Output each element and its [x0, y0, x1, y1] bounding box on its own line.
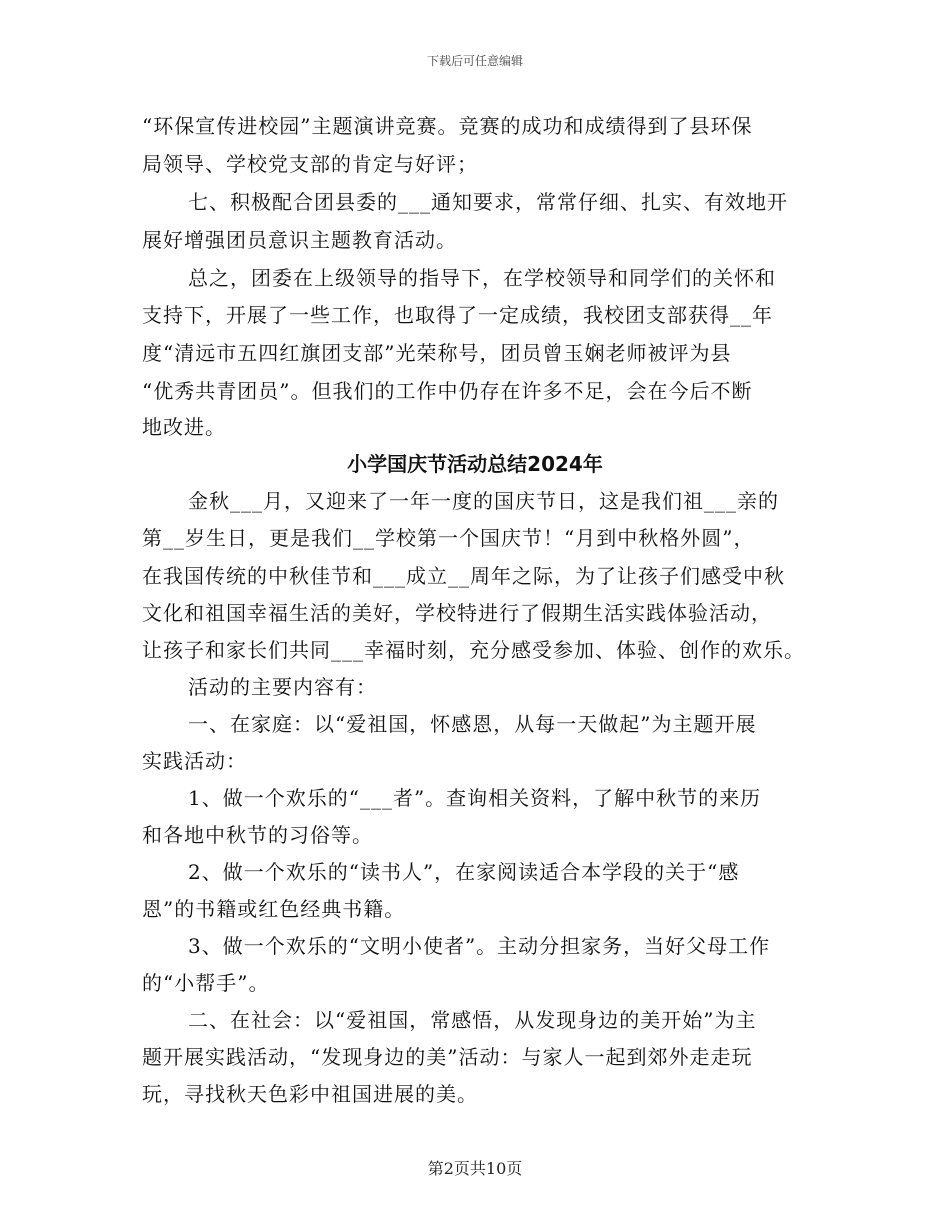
- paragraph-line: 让孩子和家长们共同___幸福时刻，充分感受参加、体验、创作的欢乐。: [142, 638, 805, 662]
- paragraph-line: 一、在家庭：以“爱祖国，怀感恩，从每一天做起”为主题开展: [188, 712, 757, 736]
- paragraph-line: 地改进。: [142, 415, 226, 439]
- paragraph-line: 总之，团委在上级领导的指导下，在学校领导和同学们的关怀和: [188, 266, 776, 290]
- paragraph-line: 实践活动：: [142, 749, 247, 773]
- section-title: 小学国庆节活动总结2024年: [347, 452, 603, 476]
- paragraph-line: 金秋___月，又迎来了一年一度的国庆节日，这是我们祖___亲的: [188, 489, 779, 513]
- paragraph-line: 3、做一个欢乐的“文明小使者”。主动分担家务，当好父母工作: [188, 934, 771, 958]
- paragraph-line: 七、积极配合团县委的___通知要求，常常仔细、扎实、有效地开: [188, 190, 788, 214]
- paragraph-line: 玩，寻找秋天色彩中祖国进展的美。: [142, 1082, 478, 1106]
- paragraph-line: 展好增强团员意识主题教育活动。: [142, 228, 457, 252]
- paragraph-line: 2、做一个欢乐的“读书人”，在家阅读适合本学段的关于“感: [188, 860, 740, 884]
- paragraph-line: 题开展实践活动，“发现身边的美”活动：与家人一起到郊外走走玩: [142, 1045, 753, 1069]
- paragraph-line: 支持下，开展了一些工作，也取得了一定成绩，我校团支部获得__年: [142, 303, 773, 327]
- paragraph-line: 二、在社会：以“爱祖国，常感悟，从发现身边的美开始”为主: [188, 1008, 757, 1032]
- paragraph-line: 文化和祖国幸福生活的美好，学校特进行了假期生活实践体验活动，: [142, 601, 772, 625]
- paragraph-line: 第__岁生日，更是我们__学校第一个国庆节！“月到中秋格外圆”，: [142, 526, 755, 550]
- paragraph-line: 度“清远市五四红旗团支部”光荣称号，团员曾玉娴老师被评为县: [142, 341, 732, 365]
- paragraph-line: 活动的主要内容有：: [188, 675, 377, 699]
- paragraph-line: 和各地中秋节的习俗等。: [142, 823, 373, 847]
- page-header: 下载后可任意编辑: [426, 54, 523, 68]
- paragraph-line: 恩”的书籍或红色经典书籍。: [142, 897, 406, 921]
- paragraph-line: “环保宣传进校园”主题演讲竞赛。竞赛的成功和成绩得到了县环保: [142, 114, 753, 138]
- paragraph-line: 的“小帮手”。: [142, 971, 270, 995]
- paragraph-line: 局领导、学校党支部的肯定与好评；: [142, 152, 478, 176]
- paragraph-line: “优秀共青团员”。但我们的工作中仍存在许多不足，会在今后不断: [142, 379, 753, 403]
- paragraph-line: 在我国传统的中秋佳节和___成立__周年之际，为了让孩子们感受中秋: [142, 564, 785, 588]
- paragraph-line: 1、做一个欢乐的“___者”。查询相关资料，了解中秋节的来历: [188, 786, 762, 810]
- page-footer: 第2页共10页: [427, 1159, 523, 1178]
